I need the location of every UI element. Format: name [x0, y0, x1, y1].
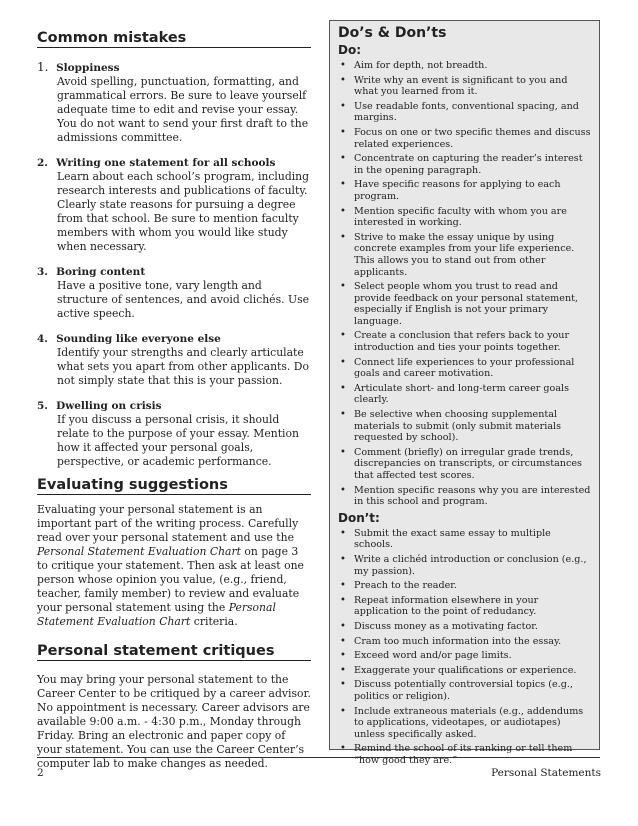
eval-chart-reference: Personal Statement Evaluation Chart	[37, 601, 276, 628]
do-item: • Mention specific reasons why you are interested in this school and program.	[338, 485, 591, 508]
mistake-title: Writing one statement for all schools	[56, 157, 276, 169]
dont-list	[338, 528, 591, 767]
mistake-title: Dwelling on crisis	[56, 400, 162, 412]
mistake-number: 1.	[37, 60, 49, 74]
section-name: Personal Statements	[491, 767, 601, 779]
dont-item: • Submit the exact same essay to multiple schools.	[338, 528, 591, 551]
do-item: • Concentrate on capturing the reader’s interest in the opening paragraph.	[338, 153, 591, 176]
dont-item: • Exceed word and/or page limits.	[338, 650, 591, 662]
do-item: • Comment (briefly) on irregular grade trends, discrepancies on transcripts, or circumstances that affected test scores.	[338, 447, 591, 482]
mistake-title: Sounding like everyone else	[56, 333, 221, 345]
dont-item: • Exaggerate your qualifications or experience.	[338, 665, 591, 677]
do-item: • Use readable fonts, conventional spacing, and margins.	[338, 101, 591, 124]
mistake-number: 5.	[37, 400, 48, 412]
mistake-item	[37, 327, 311, 388]
do-item: • Connect life experiences to your professional goals and career motivation.	[338, 357, 591, 380]
eval-text: criteria.	[190, 615, 238, 628]
mistake-title: Sloppiness	[56, 62, 120, 74]
mistake-item	[37, 394, 311, 469]
mistake-number: 3.	[37, 266, 48, 278]
do-item: • Articulate short- and long-term career goals clearly.	[338, 383, 591, 406]
dont-item: • Discuss money as a motivating factor.	[338, 621, 591, 633]
eval-text: Evaluating your personal statement is an important part of the writing process. Carefully read over your personal statement and use the	[37, 503, 299, 544]
do-item: • Aim for depth, not breadth.	[338, 60, 591, 72]
do-label: Do:	[338, 43, 362, 57]
do-item: • Create a conclusion that refers back to your introduction and ties your points together.	[338, 330, 591, 353]
do-item: • Focus on one or two specific themes and discuss related experiences.	[338, 127, 591, 150]
dont-item: • Remind the school of its ranking or tell them “how good they are.”	[338, 743, 591, 766]
footer-rule	[37, 757, 600, 758]
dos-donts-title: Do’s & Don’ts	[338, 25, 447, 41]
evaluating-paragraph	[37, 503, 311, 629]
mistake-text: Identify your strengths and clearly articulate what sets you apart from other applicants. Do not simply state that this is your passion.	[57, 346, 309, 387]
dont-item: • Cram too much information into the essay.	[338, 636, 591, 648]
do-list	[338, 60, 591, 508]
critiques-paragraph: You may bring your personal statement to the Career Center to be critiqued by a career advisor. No appointment is necessary. Career advisors are available 9:00 a.m. - 4:30 p.m., Monday through Friday. Bring an electronic and paper copy of your statement. You can use the Career Center’s computer lab to make changes as needed.	[37, 673, 311, 770]
dont-item: • Write a clichéd introduction or conclusion (e.g., my passion).	[338, 554, 591, 577]
mistake-number: 2.	[37, 157, 48, 169]
dont-item: • Include extraneous materials (e.g., addendums to applications, videotapes, or audiotapes) unless specifically asked.	[338, 706, 591, 741]
do-item: • Have specific reasons for applying to each program.	[338, 179, 591, 202]
do-item: • Strive to make the essay unique by using concrete examples from your life experience. This allows you to stand out from other applicants.	[338, 232, 591, 278]
mistake-item	[37, 56, 311, 145]
page-number: 2	[37, 767, 44, 779]
mistake-number: 4.	[37, 333, 48, 345]
do-item: • Select people whom you trust to read and provide feedback on your personal statement, especially if English is not your primary language.	[338, 281, 591, 327]
left-column	[37, 30, 311, 785]
dont-label: Don’t:	[338, 510, 380, 525]
mistake-text: Have a positive tone, vary length and structure of sentences, and avoid clichés. Use active speech.	[57, 279, 309, 320]
dont-item: • Preach to the reader.	[338, 580, 591, 592]
do-item: • Write why an event is significant to you and what you learned from it.	[338, 75, 591, 98]
do-item: • Mention specific faculty with whom you are interested in working.	[338, 206, 591, 229]
dont-item: • Repeat information elsewhere in your application to the point of redudancy.	[338, 595, 591, 618]
common-mistakes-heading: Common mistakes	[37, 30, 311, 48]
eval-text: on page 3 to critique your statement. Then ask at least one person whose opinion you value, (e.g., friend, teacher, family member) to review and evaluate your personal statement using the	[37, 545, 304, 614]
mistake-text: Avoid spelling, punctuation, formatting, and grammatical errors. Be sure to leave yourself adequate time to edit and revise your essay. You do not want to send your first draft to the admissions committee.	[57, 75, 309, 144]
mistakes-list	[37, 56, 311, 469]
dos-donts-box	[329, 20, 600, 766]
evaluating-heading: Evaluating suggestions	[37, 477, 311, 495]
mistake-text: If you discuss a personal crisis, it should relate to the purpose of your essay. Mention how it affected your personal goals, perspective, or academic performance.	[57, 413, 299, 468]
mistake-item	[37, 151, 311, 254]
eval-chart-reference: Personal Statement Evaluation Chart	[37, 545, 241, 558]
mistake-title: Boring content	[56, 266, 146, 278]
critiques-heading: Personal statement critiques	[37, 643, 311, 661]
dont-item: • Discuss potentially controversial topics (e.g., politics or religion).	[338, 679, 591, 702]
do-item: • Be selective when choosing supplemental materials to submit (only submit materials requested by school).	[338, 409, 591, 444]
mistake-text: Learn about each school’s program, including research interests and publications of faculty. Clearly state reasons for pursuing a degree from that school. Be sure to mention faculty members with whom you would like study when necessary.	[57, 170, 310, 253]
mistake-item	[37, 260, 311, 321]
